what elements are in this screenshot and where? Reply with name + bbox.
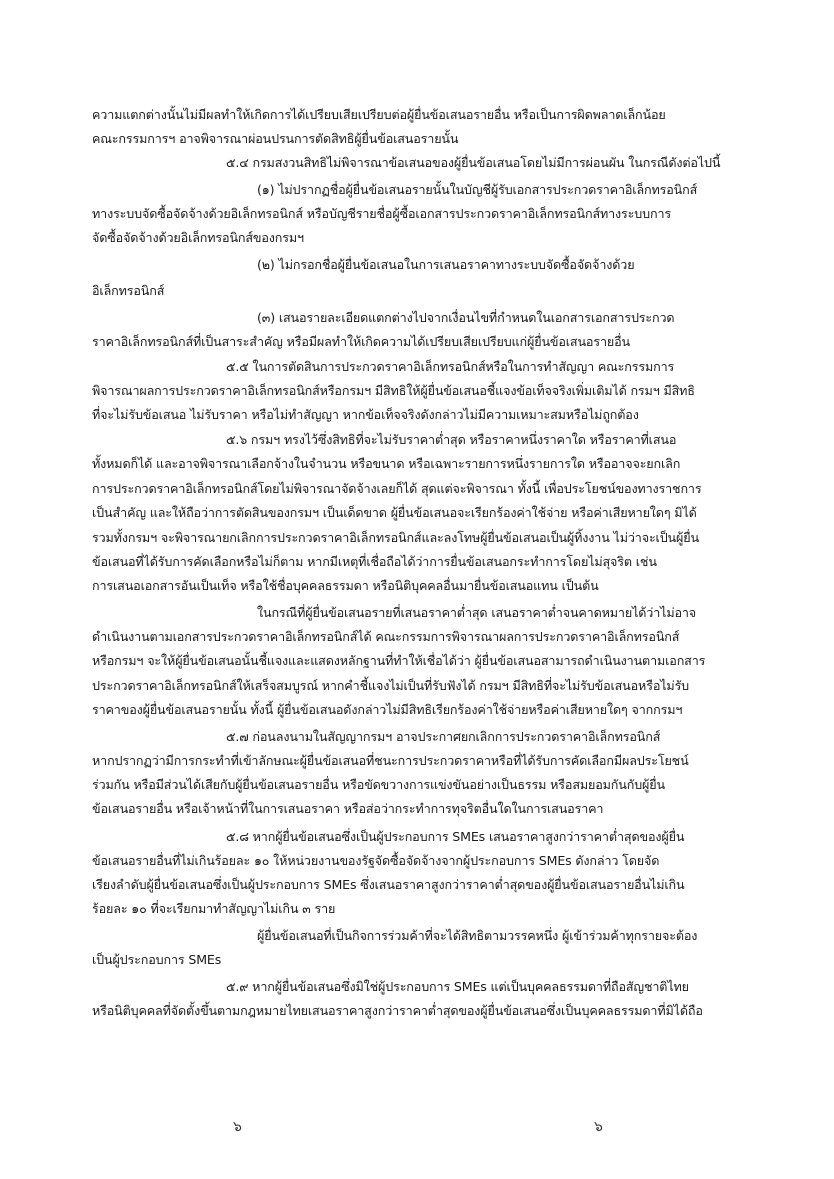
text-line: ๕.๕ ในการตัดสินการประกวดราคาอิเล็กทรอนิกส์หรือในการทำสัญญา คณะกรรมการ <box>226 359 675 374</box>
text-line: ในกรณีที่ผู้ยื่นข้อเสนอรายที่เสนอราคาต่ำสุด เสนอราคาต่ำจนคาดหมายได้ว่าไม่อาจ <box>257 605 697 620</box>
text-line: (๓) เสนอรายละเอียดแตกต่างไปจากเงื่อนไขที่กำหนดในเอกสารเอกสารประกวด <box>257 310 675 325</box>
text-line: ๕.๔ กรมสงวนสิทธิไม่พิจารณาข้อเสนอของผู้ยื่นข้อเสนอโดยไม่มีการผ่อนผัน ในกรณีดังต่อไปนี้ <box>226 155 721 170</box>
text-line: ข้อเสนอที่ได้รับการคัดเลือกหรือไม่ก็ตาม หากมีเหตุที่เชื่อถือได้ว่าการยื่นข้อเสนอกระทำการโดยไม่สุจริต เช่น <box>92 554 657 569</box>
footer-mark-right: ๖ <box>594 1119 603 1135</box>
text-line: ข้อเสนอรายอื่น หรือเจ้าหน้าที่ในการเสนอราคา หรือส่อว่ากระทำการทุจริตอื่นใดในการเสนอราคา <box>92 801 604 816</box>
text-line: เป็นผู้ประกอบการ SMEs <box>92 952 222 967</box>
text-line: (๒) ไม่กรอกชื่อผู้ยื่นข้อเสนอในการเสนอราคาทางระบบจัดซื้อจัดจ้างด้วย <box>257 257 635 272</box>
text-line: ๕.๙ หากผู้ยื่นข้อเสนอซึ่งมิใช่ผู้ประกอบการ SMEs แต่เป็นบุคคลธรรมดาที่ถือสัญชาติไทย <box>226 979 689 994</box>
text-line: จัดซื้อจัดจ้างด้วยอิเล็กทรอนิกส์ของกรมฯ <box>92 230 304 245</box>
footer-mark-left: ๖ <box>233 1119 242 1135</box>
text-line: เรียงลำดับผู้ยื่นข้อเสนอซึ่งเป็นผู้ประกอบการ SMEs ซึ่งเสนอราคาสูงกว่าราคาต่ำสุดของผู้ยื่นข้อเสนอรายอื่นไม่เกิน <box>92 877 685 892</box>
text-line: ราคาอิเล็กทรอนิกส์ที่เป็นสาระสำคัญ หรือมีผลทำให้เกิดความได้เปรียบเสียเปรียบแก่ผู้ยื่นข้อเสนอรายอื่น <box>92 334 630 349</box>
text-line: หรือนิติบุคคลที่จัดตั้งขึ้นตามกฎหมายไทยเสนอราคาสูงกว่าราคาต่ำสุดของผู้ยื่นข้อเสนอซึ่งเป็นบุคคลธรรมดาที่มิได้ถือ <box>92 1003 703 1018</box>
text-line: ผู้ยื่นข้อเสนอที่เป็นกิจการร่วมค้าที่จะได้สิทธิตามวรรคหนึ่ง ผู้เข้าร่วมค้าทุกรายจะต้อง <box>257 928 698 943</box>
text-line: ข้อเสนอรายอื่นที่ไม่เกินร้อยละ ๑๐ ให้หน่วยงานของรัฐจัดซื้อจัดจ้างจากผู้ประกอบการ SMEs ดังกล่าว โดยจัด <box>92 853 660 868</box>
text-line: ประกวดราคาอิเล็กทรอนิกส์ให้เสร็จสมบูรณ์ หากคำชี้แจงไม่เป็นที่รับฟังได้ กรมฯ มีสิทธิที่จะไม่รับข้อเสนอหรือไม่รับ <box>92 678 690 693</box>
text-line: หากปรากฏว่ามีการกระทำที่เข้าลักษณะผู้ยื่นข้อเสนอที่ชนะการประกวดราคาหรือที่ได้รับการคัดเลือกมีผลประโยชน์ <box>92 753 689 768</box>
text-line: การประกวดราคาอิเล็กทรอนิกส์โดยไม่พิจารณาจัดจ้างเลยก็ได้ สุดแต่จะพิจารณา ทั้งนี้ เพื่อประโยชน์ของทางราชการ <box>92 481 702 496</box>
text-line: ทั้งหมดก็ได้ และอาจพิจารณาเลือกจ้างในจำนวน หรือขนาด หรือเฉพาะรายการหนึ่งรายการใด หรืออาจจะยกเลิก <box>92 456 681 471</box>
text-line: ร้อยละ ๑๐ ที่จะเรียกมาทำสัญญาไม่เกิน ๓ ราย <box>92 901 336 916</box>
text-line: ทางระบบจัดซื้อจัดจ้างด้วยอิเล็กทรอนิกส์ หรือบัญชีรายชื่อผู้ซื้อเอกสารประกวดราคาอิเล็กทรอนิกส์ทางระบบการ <box>92 206 671 221</box>
text-line: (๑) ไม่ปรากฏชื่อผู้ยื่นข้อเสนอรายนั้นในบัญชีผู้รับเอกสารประกวดราคาอิเล็กทรอนิกส์ <box>257 182 698 197</box>
text-line: เป็นสำคัญ และให้ถือว่าการตัดสินของกรมฯ เป็นเด็ดขาด ผู้ยื่นข้อเสนอจะเรียกร้องค่าใช้จ่าย หรือค่าเสียหายใดๆ มิได้ <box>92 505 697 520</box>
text-line: รวมทั้งกรมฯ จะพิจารณายกเลิกการประกวดราคาอิเล็กทรอนิกส์และลงโทษผู้ยื่นข้อเสนอเป็นผู้ทิ้งงาน ไม่ว่าจะเป็นผู้ยื่น <box>92 530 699 545</box>
text-line: ๕.๖ กรมฯ ทรงไว้ซึ่งสิทธิที่จะไม่รับราคาต่ำสุด หรือราคาหนึ่งราคาใด หรือราคาที่เสนอ <box>226 432 677 447</box>
text-line: ๕.๗ ก่อนลงนามในสัญญากรมฯ อาจประกาศยกเลิกการประกวดราคาอิเล็กทรอนิกส์ <box>226 729 661 744</box>
text-line: ราคาของผู้ยื่นข้อเสนอรายนั้น ทั้งนี้ ผู้ยื่นข้อเสนอดังกล่าวไม่มีสิทธิเรียกร้องค่าใช้จ่ายหรือค่าเสียหายใดๆ จากกรมฯ <box>92 702 683 717</box>
text-line: หรือกรมฯ จะให้ผู้ยื่นข้อเสนอนั้นชี้แจงและแสดงหลักฐานที่ทำให้เชื่อได้ว่า ผู้ยื่นข้อเสนอสามารถดำเนินงานตามเอกสาร <box>92 653 706 668</box>
text-line: ความแตกต่างนั้นไม่มีผลทำให้เกิดการได้เปรียบเสียเปรียบต่อผู้ยื่นข้อเสนอรายอื่น หรือเป็นการผิดพลาดเล็กน้อย <box>92 107 666 122</box>
text-line: คณะกรรมการฯ อาจพิจารณาผ่อนปรนการตัดสิทธิผู้ยื่นข้อเสนอรายนั้น <box>92 131 459 146</box>
text-line: พิจารณาผลการประกวดราคาอิเล็กทรอนิกส์หรือกรมฯ มีสิทธิให้ผู้ยื่นข้อเสนอชี้แจงข้อเท็จจริงเพิ่มเติมได้ กรมฯ มีสิทธิ <box>92 383 695 398</box>
text-line: ๕.๘ หากผู้ยื่นข้อเสนอซึ่งเป็นผู้ประกอบการ SMEs เสนอราคาสูงกว่าราคาต่ำสุดของผู้ยื่น <box>226 829 685 844</box>
text-line: ร่วมกัน หรือมีส่วนได้เสียกับผู้ยื่นข้อเสนอรายอื่น หรือขัดขวางการแข่งขันอย่างเป็นธรรม หรือสมยอมกันกับผู้ยื่น <box>92 777 665 792</box>
text-line: ที่จะไม่รับข้อเสนอ ไม่รับราคา หรือไม่ทำสัญญา หากข้อเท็จจริงดังกล่าวไม่มีความเหมาะสมหรือไม่ถูกต้อง <box>92 407 639 422</box>
text-line: อิเล็กทรอนิกส์ <box>92 283 165 298</box>
text-line: การเสนอเอกสารอันเป็นเท็จ หรือใช้ชื่อบุคคลธรรมดา หรือนิติบุคคลอื่นมายื่นข้อเสนอแทน เป็นต้น <box>92 578 599 593</box>
text-line: ดำเนินงานตามเอกสารประกวดราคาอิเล็กทรอนิกส์ได้ คณะกรรมการพิจารณาผลการประกวดราคาอิเล็กทรอนิกส์ <box>92 629 680 644</box>
